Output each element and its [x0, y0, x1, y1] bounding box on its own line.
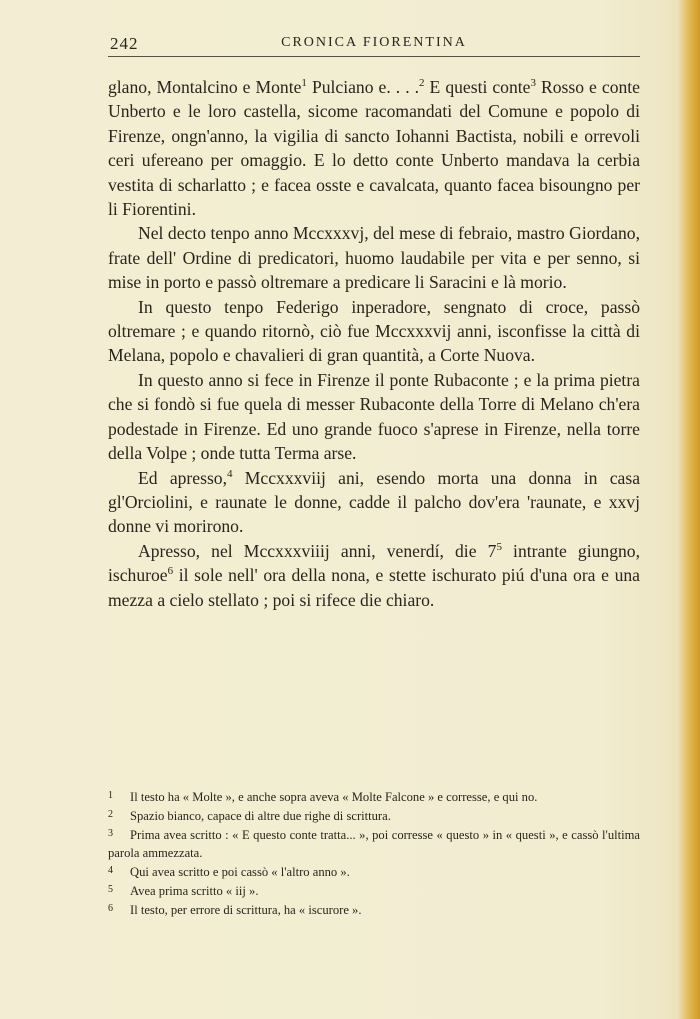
paragraph-text: Pulciano e. . . .	[306, 77, 420, 97]
page-header	[108, 30, 640, 57]
paragraph-1	[108, 75, 640, 221]
paragraph-text: il sole nell' ora della nona, e stette ischurato piú d'una ora e una mezza a cielo stellato ; poi si rifece die chiaro.	[108, 565, 640, 610]
footnote	[108, 806, 640, 825]
paragraph-text: Mccxxxviij ani, esendo morta una donna in casa gl'Orciolini, e raunate le donne, cadde il palcho dov'era 'raunate, e xxvj donne vi morirono.	[108, 467, 640, 537]
footnote	[108, 862, 640, 881]
footnote-number: 5	[108, 884, 113, 895]
paragraph-5	[108, 466, 640, 539]
footnote-ref: 2	[419, 77, 425, 89]
footnote-text: Prima avea scritto : « E questo conte tratta... », poi corresse « questo » in « questi », e cassò l'ultima parola ammezzata.	[108, 828, 640, 860]
paragraph-2: Nel decto tenpo anno Mccxxxvj, del mese di febraio, mastro Giordano, frate dell' Ordine di predicatori, huomo laudabile per vita e per senno, si mise in porto e passò oltremare a predicare li Saracini e là morio.	[108, 223, 640, 293]
footnote-number: 1	[108, 790, 113, 801]
paragraph-text: intrante giungno, ischuroe	[108, 540, 640, 586]
footnote-text: Il testo, per errore di scrittura, ha « iscurore ».	[130, 903, 362, 917]
footnote-number: 4	[108, 865, 113, 876]
footnote-number: 6	[108, 903, 113, 914]
footnote-ref: 3	[530, 77, 536, 89]
paragraph-text: Rosso e conte Unberto e le loro castella, sicome racomandati del Comune e popolo di Firenze, ongn'anno, la vigilia di sancto Iohanni Bactista, nobili e orrevoli ceri ufereano per omaggio. E lo detto conte Unberto mandava la cerbia vestita di scharlatto ; e facea osste e cavalcata, quanto facea bisoungno per li Fiorentini.	[108, 77, 640, 220]
page-number: 242	[110, 34, 139, 53]
footnote-number: 2	[108, 809, 113, 820]
paragraph-text: Apresso, nel Mccxxxviiij anni, venerdí, die 7	[138, 540, 497, 561]
paragraph-3: In questo tenpo Federigo inperadore, sengnato di croce, passò oltremare ; e quando ritornò, ciò fue Mccxxxvij anni, isconfisse la città di Melana, popolo e chavalieri di gran quantità, a Corte Nuova.	[108, 296, 640, 366]
footnote	[108, 825, 640, 862]
paragraph-text: glano, Montalcino e Monte	[108, 77, 302, 97]
footnote-text: Il testo ha « Molte », e anche sopra aveva « Molte Falcone » e corresse, e qui no.	[130, 790, 538, 804]
footnote-ref: 1	[301, 77, 307, 89]
footnote-ref: 4	[227, 467, 233, 480]
main-text	[108, 75, 640, 612]
paragraph-text: E questi conte	[424, 77, 531, 97]
footnote	[108, 881, 640, 900]
running-title: CRONICA FIORENTINA	[281, 35, 467, 50]
footnote-ref: 5	[496, 540, 502, 553]
footnote-text: Avea prima scritto « iij ».	[130, 884, 259, 898]
footnote-text: Spazio bianco, capace di altre due righe di scrittura.	[130, 809, 391, 823]
footnote	[108, 787, 640, 806]
page-edge	[678, 0, 700, 1019]
footnotes	[108, 787, 640, 919]
footnote-text: Qui avea scritto e poi cassò « l'altro anno ».	[130, 865, 350, 879]
paragraph-text: Ed apresso,	[138, 467, 227, 488]
paragraph-4: In questo anno si fece in Firenze il ponte Rubaconte ; e la prima pietra che si fondò si fue quela di messer Rubaconte della Torre di Melano ch'era podestade in Firenze. Ed uno grande fuoco s'aprese in Firenze, nella torre della Volpe ; onde tutta Terma arse.	[108, 369, 640, 464]
paragraph-6	[108, 539, 640, 612]
footnote	[108, 900, 640, 919]
footnote-number: 3	[108, 828, 113, 839]
footnote-ref: 6	[167, 565, 174, 578]
